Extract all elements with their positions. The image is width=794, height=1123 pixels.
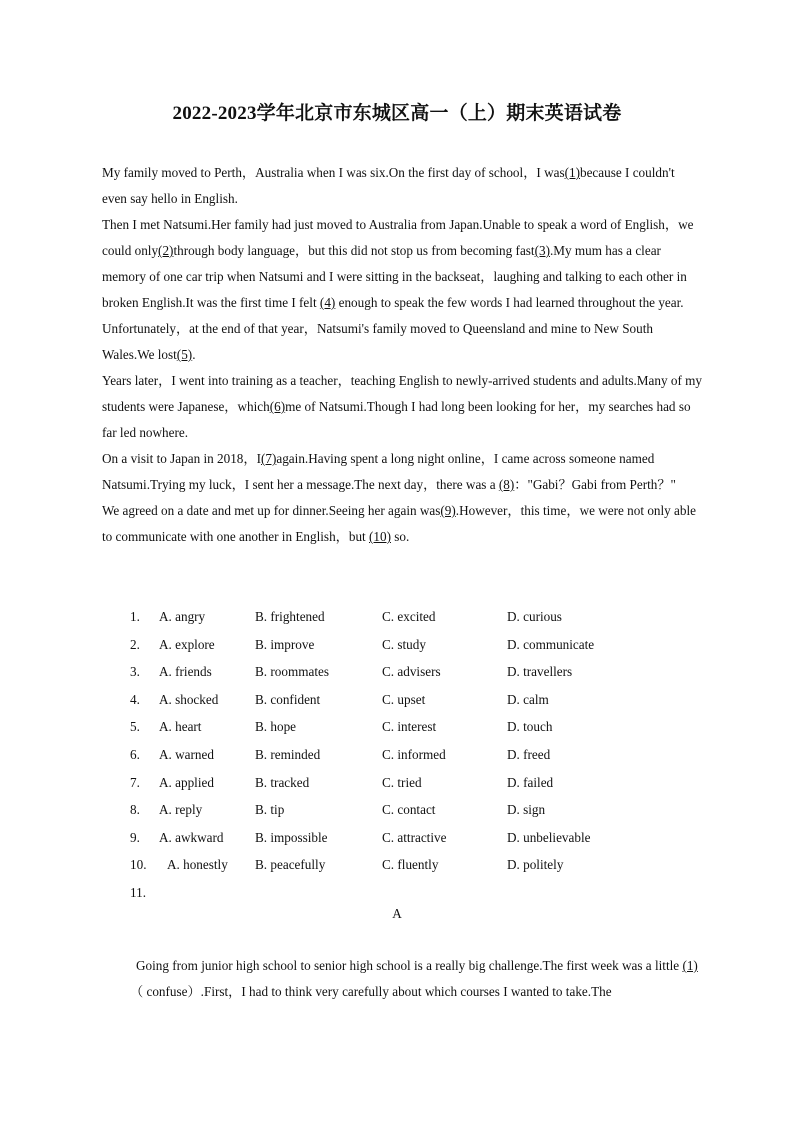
question-row [130,713,690,741]
option-b: B. tip [255,802,285,818]
question-number: 1. [130,609,140,624]
option-a: A. reply [159,802,203,818]
paragraph-1: My family moved to Perth，Australia when I was six.On the first day of school，I was(1)because I couldn't even say hello in English. [102,165,675,206]
paragraph-3: Unfortunately，at the end of that year，Natsumi's family moved to Queensland and mine to New South Wales.We lost(5). [102,321,653,362]
blank-7: (7) [260,451,277,466]
option-b: B. reminded [255,746,321,762]
question-row [130,851,690,879]
option-b: B. improve [255,636,315,652]
option-b: B. impossible [255,829,328,845]
question-number: 3. [130,664,140,680]
option-d: D. freed [507,746,551,762]
question-row [130,603,690,631]
page-title: 2022-2023学年北京市东城区高一（上）期末英语试卷 [172,103,622,124]
blank-10: (10) [369,529,391,544]
option-b: B. confident [255,691,321,707]
option-d: D. failed [507,774,554,790]
option-a: A. awkward [159,829,224,845]
question-number: 2. [130,636,140,652]
option-a: A. friends [159,664,212,680]
option-c: C. excited [382,609,436,624]
option-d: D. calm [507,691,549,707]
cloze-passage [102,160,702,550]
question-number: 5. [130,719,140,735]
option-b: B. roommates [255,664,329,680]
option-d: D. unbelievable [507,829,591,845]
question-row [130,658,690,686]
question-number: 9. [130,829,140,845]
option-c: C. interest [382,719,437,735]
option-d: D. touch [507,719,553,735]
option-a: A. angry [159,609,206,624]
option-c: C. informed [382,746,446,762]
option-b: B. peacefully [255,857,326,873]
option-d: D. politely [507,857,564,873]
option-a: A. heart [159,719,202,735]
question-number: 7. [130,774,140,790]
option-d: D. travellers [507,664,573,680]
option-c: C. contact [382,802,436,818]
question-number: 11. [130,884,146,900]
blank-2: (2) [158,243,174,258]
question-number: 6. [130,746,140,762]
paragraph-5: On a visit to Japan in 2018，I(7)again.Having spent a long night online，I came across someone named Natsumi.Trying my luck，I sent her a message.The next day，there was a (8)："Gabi？Gabi from Perth？" [102,451,676,492]
option-a: A. applied [159,774,214,790]
question-number: 4. [130,691,140,707]
grammar-passage [130,953,700,1005]
option-d: D. curious [507,609,562,624]
paragraph-2: Then I met Natsumi.Her family had just moved to Australia from Japan.Unable to speak a word of English，we could only(2)through body language，but this did not stop us from becoming fast(3).My mum has a clear memory of one car trip when Natsumi and I were sitting in the backseat，laughing and talking to each other in broken English.It was the first time I felt (4) enough to speak the few words I had learned throughout the year. [102,217,694,310]
option-a: A. honestly [167,857,228,873]
option-b: B. frightened [255,609,325,624]
question-list [130,603,690,907]
question-row [130,796,690,824]
option-c: C. upset [382,691,426,707]
option-d: D. communicate [507,636,595,652]
question-row [130,879,690,907]
question-number: 8. [130,802,140,818]
paragraph: Going from junior high school to senior high school is a really big challenge.The first week was a little (1)（ confuse）.First，I had to think very carefully about which courses I wanted to take.The [130,958,698,999]
option-c: C. study [382,636,426,652]
option-a: A. shocked [159,691,219,707]
blank-9: (9) [440,503,456,518]
option-b: B. tracked [255,774,310,790]
blank-1: (1) [564,165,580,180]
blank-5: (5) [176,347,193,362]
question-row [130,631,690,659]
section-label: A [392,906,402,921]
option-a: A. explore [159,636,215,652]
option-c: C. attractive [382,829,447,845]
option-d: D. sign [507,802,546,818]
paragraph-4: Years later，I went into training as a teacher，teaching English to newly-arrived students and adults.Many of my students were Japanese，which(6)me of Natsumi.Though I had long been looking for her，my searches had so far led nowhere. [102,373,702,440]
blank-8: (8) [498,477,515,492]
option-b: B. hope [255,719,297,735]
option-a: A. warned [159,746,214,762]
paragraph-6: We agreed on a date and met up for dinner.Seeing her again was(9).However，this time，we were not only able to communicate with one another in English，but (10) so. [102,503,697,544]
question-row [130,824,690,852]
question-number: 10. [130,857,147,873]
option-c: C. fluently [382,857,439,873]
blank-1: (1) [682,958,698,973]
option-c: C. advisers [382,664,441,680]
blank-4: (4) [319,295,336,310]
question-row [130,769,690,797]
blank-3: (3) [534,243,550,258]
question-row [130,741,690,769]
blank-6: (6) [269,399,286,414]
option-c: C. tried [382,774,422,790]
question-row [130,686,690,714]
